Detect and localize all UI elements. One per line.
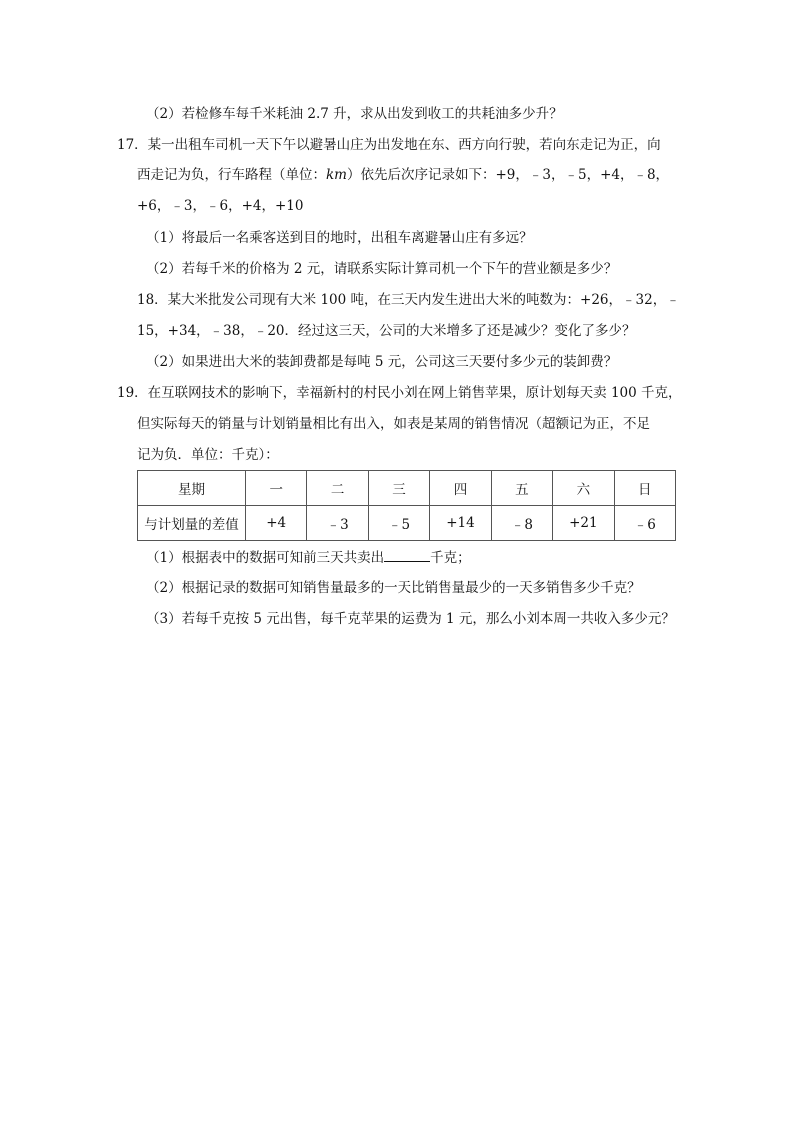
q19-part1-post: 千克； [430,550,471,566]
table-header-row [138,471,676,506]
answer-blank[interactable] [384,547,430,562]
q17-line1: 17．某一出租车司机一天下午以避暑山庄为出发地在东、西方向行驶，若向东走记为正，向 [117,137,661,153]
table-day: 六 [553,471,614,506]
table-value: ﹣8 [491,506,552,541]
table-day: 一 [246,471,307,506]
q19-part1 [146,547,471,568]
q18-line1: 18．某大米批发公司现有大米 100 吨，在三天内发生进出大米的吨数为：+26，﹣32，﹣ [137,292,680,308]
table-value: +4 [246,506,307,541]
q19-part1-pre: （1）根据表中的数据可知前三天共卖出 [146,550,385,566]
table-day: 五 [491,471,552,506]
q19-line2: 但实际每天的销量与计划销量相比有出入，如表是某周的销售情况（超额记为正，不足 [137,416,650,432]
q17-line3: +6，﹣3，﹣6，+4，+10 [137,198,304,214]
table-value: ﹣5 [368,506,429,541]
table-value: ﹣6 [614,506,675,541]
q19-part2: （2）根据记录的数据可知销售量最多的一天比销售量最少的一天多销售多少千克？ [146,580,641,596]
q19-line1: 19．在互联网技术的影响下，幸福新村的村民小刘在网上销售苹果，原计划每天卖 100 千克， [117,385,682,401]
q18-line2: 15，+34，﹣38，﹣20．经过这三天，公司的大米增多了还是减少？变化了多少？ [137,323,636,339]
q17-line2-post: ）依先后次序记录如下：+9，﹣3，﹣5，+4，﹣8， [346,167,670,183]
table-value: +21 [553,506,614,541]
q17-part2: （2）若每千米的价格为 2 元，请联系实际计算司机一个下午的营业额是多少？ [146,261,618,277]
q17-line2 [137,165,669,185]
q19-part3: （3）若每千克按 5 元出售，每千克苹果的运费为 1 元，那么小刘本周一共收入多少元？ [146,611,675,627]
table-day: 日 [614,471,675,506]
table-header-label: 星期 [138,471,246,506]
table-day: 二 [307,471,368,506]
table-value: +14 [430,506,491,541]
sales-table [137,470,676,541]
table-value: ﹣3 [307,506,368,541]
q18-part2: （2）如果进出大米的装卸费都是每吨 5 元，公司这三天要付多少元的装卸费？ [146,354,618,370]
table-day: 四 [430,471,491,506]
q17-part1: （1）将最后一名乘客送到目的地时，出租车离避暑山庄有多远？ [146,230,533,246]
table-row-label: 与计划量的差值 [138,506,246,541]
table-day: 三 [368,471,429,506]
q17-line2-pre: 西走记为负，行车路程（单位： [137,167,326,183]
table-row [138,506,676,541]
q17-unit: km [326,167,347,183]
q16-part2: （2）若检修车每千米耗油 2.7 升，求从出发到收工的共耗油多少升？ [146,106,563,122]
q19-line3: 记为负．单位：千克）： [137,447,279,463]
